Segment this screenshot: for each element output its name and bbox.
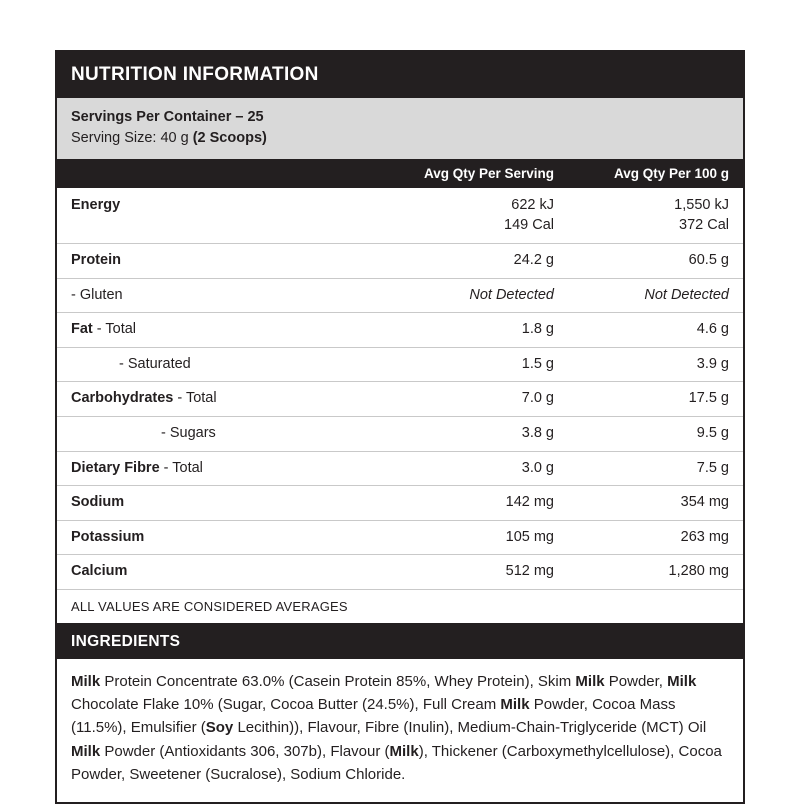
table-row [57, 244, 743, 279]
serving-size [71, 128, 729, 149]
value-per-100g: 1,280 mg [668, 563, 729, 580]
serving-size-text: Serving Size: 40 g [71, 130, 193, 147]
allergen-term: Milk [389, 742, 419, 760]
value-per-100g: Not Detected [644, 286, 729, 303]
value-per-100g: 9.5 g [696, 424, 729, 441]
table-row [57, 313, 743, 348]
ingredient-text: Protein Concentrate 63.0% (Casein Protein 85%, Whey Protein), Skim [100, 672, 576, 690]
value-per-serving: 3.8 g [521, 424, 554, 441]
nutrient-label [71, 320, 379, 340]
nutrient-label-bold: Fat [71, 321, 93, 338]
value-per-100g-secondary: 372 Cal [679, 216, 729, 233]
table-row [57, 348, 743, 383]
table-row [57, 417, 743, 452]
nutrient-label [71, 459, 379, 479]
nutrient-rows [57, 188, 743, 590]
value-per-serving: 105 mg [505, 528, 554, 545]
nutrient-label: - Saturated [119, 355, 191, 372]
table-row [57, 188, 743, 244]
nutrient-label: Protein [71, 252, 121, 269]
value-per-100g: 60.5 g [688, 252, 729, 269]
value-per-serving: 142 mg [505, 494, 554, 511]
value-per-100g: 1,550 kJ 372 Cal [554, 196, 729, 235]
value-per-100g: 3.9 g [696, 355, 729, 372]
ingredient-text: Powder, [604, 672, 668, 690]
nutrient-label: Potassium [71, 528, 145, 545]
allergen-term: Soy [205, 719, 234, 737]
allergen-term: Milk [667, 672, 697, 690]
nutrient-label-rest: - Total [92, 321, 137, 338]
allergen-term: Milk [500, 696, 530, 714]
ingredient-text: Chocolate Flake 10% (Sugar, Cocoa Butter (24.5%), Full Cream [71, 696, 501, 714]
value-per-serving: Not Detected [469, 286, 554, 303]
nutrient-label: - Sugars [161, 424, 216, 441]
value-per-serving: 512 mg [505, 563, 554, 580]
table-row [57, 382, 743, 417]
column-header-per-serving: Avg Qty Per Serving [423, 166, 554, 182]
allergen-term: Milk [71, 672, 101, 690]
nutrient-label-bold: Dietary Fibre [71, 459, 160, 476]
nutrient-label: Sodium [71, 494, 125, 511]
nutrient-label-bold: Carbohydrates [71, 390, 174, 407]
value-per-100g: 263 mg [680, 528, 729, 545]
nutrient-label: - Gluten [71, 286, 123, 303]
ingredient-text: Powder, Cocoa Mass (11.5%), Emulsifier ( [71, 696, 676, 737]
value-per-serving: 7.0 g [521, 390, 554, 407]
value-per-serving: 1.5 g [521, 355, 554, 372]
value-per-100g: 354 mg [680, 494, 729, 511]
value-per-100g: 4.6 g [696, 321, 729, 338]
table-row [57, 279, 743, 314]
nutrition-information-header: NUTRITION INFORMATION [57, 52, 743, 98]
value-per-serving: 622 kJ 149 Cal [379, 196, 554, 235]
table-row [57, 486, 743, 521]
ingredients-header: INGREDIENTS [57, 625, 743, 659]
value-per-serving: 3.0 g [521, 459, 554, 476]
value-per-100g: 7.5 g [696, 459, 729, 476]
nutrient-label-rest: - Total [159, 459, 203, 476]
table-row [57, 452, 743, 487]
allergen-term: Milk [575, 672, 605, 690]
averages-note: ALL VALUES ARE CONSIDERED AVERAGES [57, 590, 743, 625]
value-per-100g: 17.5 g [688, 390, 729, 407]
nutrient-label-rest: - Total [173, 390, 217, 407]
ingredient-text: ), Thickener (Carboxymethylcellulose), Cocoa Powder, Sweetener (Sucralose), Sodium Chloride. [71, 742, 722, 783]
nutrient-label: Calcium [71, 563, 128, 580]
value-per-serving-secondary: 149 Cal [504, 216, 554, 233]
table-row [57, 555, 743, 590]
column-header-row [57, 159, 743, 188]
ingredient-text: Powder (Antioxidants 306, 307b), Flavour ( [100, 742, 390, 760]
column-header-per-100g: Avg Qty Per 100 g [613, 166, 729, 182]
allergen-term: Milk [71, 742, 101, 760]
ingredients-text [57, 659, 743, 802]
nutrition-panel [55, 50, 745, 804]
nutrient-label [71, 389, 379, 409]
table-row [57, 521, 743, 556]
servings-per-container: Servings Per Container – 25 [71, 109, 264, 125]
serving-size-scoops: (2 Scoops) [192, 130, 267, 147]
value-per-serving: 24.2 g [513, 252, 554, 269]
servings-band [57, 98, 743, 159]
nutrient-label: Energy [71, 197, 121, 214]
ingredient-text: Lecithin)), Flavour, Fibre (Inulin), Medium-Chain-Triglyceride (MCT) Oil [233, 719, 707, 737]
value-per-serving: 1.8 g [521, 321, 554, 338]
